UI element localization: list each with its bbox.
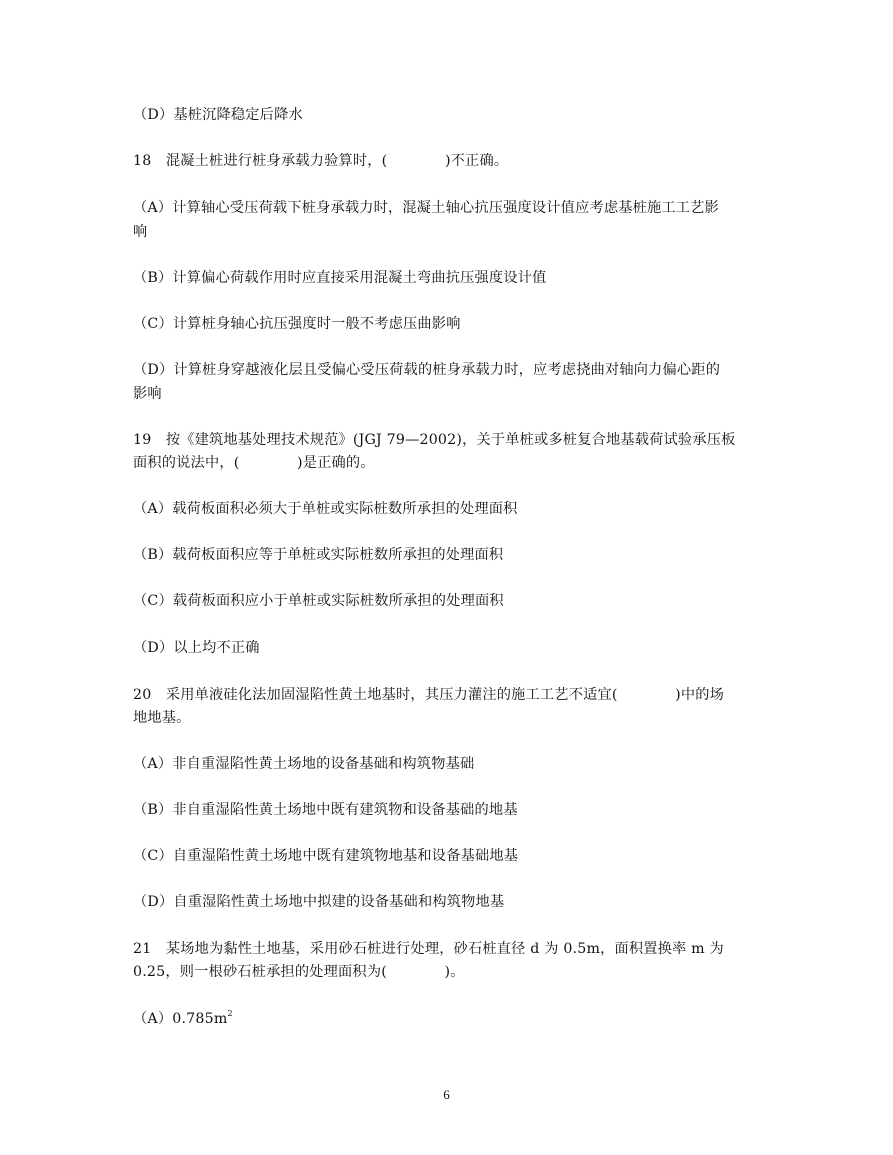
- q20-option-d: （D）自重湿陷性黄土场地中拟建的设备基础和构筑物地基: [133, 894, 505, 910]
- q20-option-b: （B）非自重湿陷性黄土场地中既有建筑物和设备基础的地基: [133, 802, 518, 818]
- q19-stem-line2: 面积的说法中，( )是正确的。: [133, 455, 375, 471]
- q20-stem-line1: 20 采用单液硅化法加固湿陷性黄土地基时，其压力灌注的施工工艺不适宜( )中的场: [133, 687, 725, 703]
- q19-option-b: （B）载荷板面积应等于单桩或实际桩数所承担的处理面积: [133, 547, 504, 563]
- q19-stem-line1: 19 按《建筑地基处理技术规范》(JGJ 79—2002)，关于单桩或多桩复合地基载荷试验承压板: [133, 432, 736, 448]
- q20-option-c: （C）自重湿陷性黄土场地中既有建筑物地基和设备基础地基: [133, 848, 519, 864]
- q21-option-a-text: （A）0.785m: [133, 1011, 228, 1027]
- q18-option-d-line1: （D）计算桩身穿越液化层且受偏心受压荷载的桩身承载力时，应考虑挠曲对轴向力偏心距的: [133, 362, 721, 378]
- q18-option-a-line2: 响: [133, 224, 148, 240]
- q19-option-c: （C）载荷板面积应小于单桩或实际桩数所承担的处理面积: [133, 593, 504, 609]
- q19-option-d: （D）以上均不正确: [133, 640, 260, 656]
- page-number: 6: [443, 1087, 450, 1102]
- q21-option-a: [133, 1008, 233, 1030]
- q17-option-d: （D）基桩沉降稳定后降水: [133, 107, 303, 123]
- q19-option-a: （A）载荷板面积必须大于单桩或实际桩数所承担的处理面积: [133, 501, 518, 517]
- q18-option-d-line2: 影响: [133, 386, 162, 402]
- q18-option-a-line1: （A）计算轴心受压荷载下桩身承载力时，混凝土轴心抗压强度设计值应考虑基桩施工工艺影: [133, 200, 719, 216]
- q18-option-c: （C）计算桩身轴心抗压强度时一般不考虑压曲影响: [133, 316, 461, 332]
- q18-option-b: （B）计算偏心荷载作用时应直接采用混凝土弯曲抗压强度设计值: [133, 270, 547, 286]
- q21-stem-line1: 21 某场地为黏性土地基，采用砂石桩进行处理，砂石桩直径 d 为 0.5m，面积置换率 m 为: [133, 941, 724, 957]
- q18-stem: 18 混凝土桩进行桩身承载力验算时，( )不正确。: [133, 153, 509, 169]
- q20-option-a: （A）非自重湿陷性黄土场地的设备基础和构筑物基础: [133, 756, 475, 772]
- q20-stem-line2: 地地基。: [133, 710, 191, 726]
- q21-stem-line2: 0.25，则一根砂石桩承担的处理面积为( )。: [133, 964, 465, 980]
- squared-superscript: 2: [227, 1009, 233, 1018]
